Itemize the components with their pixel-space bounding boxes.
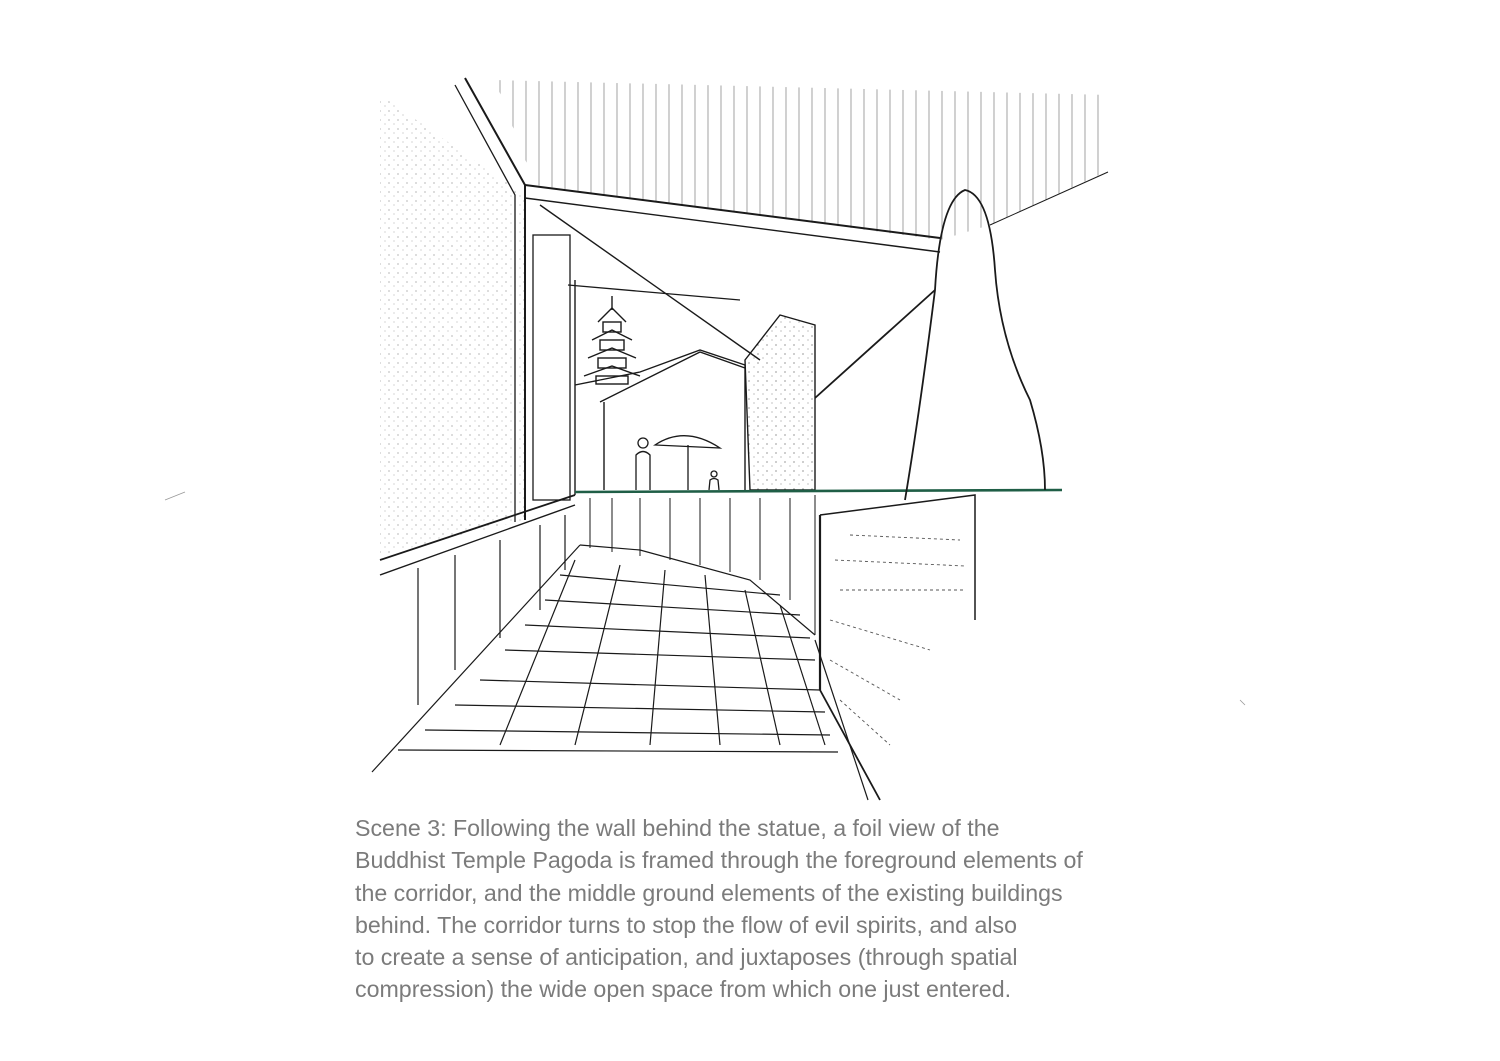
right-wall [820, 495, 975, 800]
pagoda-icon [584, 296, 640, 384]
ceiling-hatch [495, 80, 1110, 240]
caption-line-2: Buddhist Temple Pagoda is framed through the foreground elements of [355, 847, 1083, 874]
figure-caption [355, 812, 1255, 1006]
paved-floor-grid [372, 545, 868, 800]
caption-line-3: the corridor, and the middle ground elements of the existing buildings [355, 879, 1063, 906]
construction-lines [165, 492, 1245, 705]
horizon-accent-line [575, 490, 1062, 492]
caption-line-1: Scene 3: Following the wall behind the statue, a foil view of the [355, 815, 1000, 841]
caption-line-6: compression) the wide open space from which one just entered. [355, 976, 1012, 1003]
middle-buildings [575, 280, 815, 495]
caption-line-5: to create a sense of anticipation, and juxtaposes (through spatial [355, 944, 1018, 971]
caption-line-4: behind. The corridor turns to stop the flow of evil spirits, and also [355, 911, 1018, 938]
